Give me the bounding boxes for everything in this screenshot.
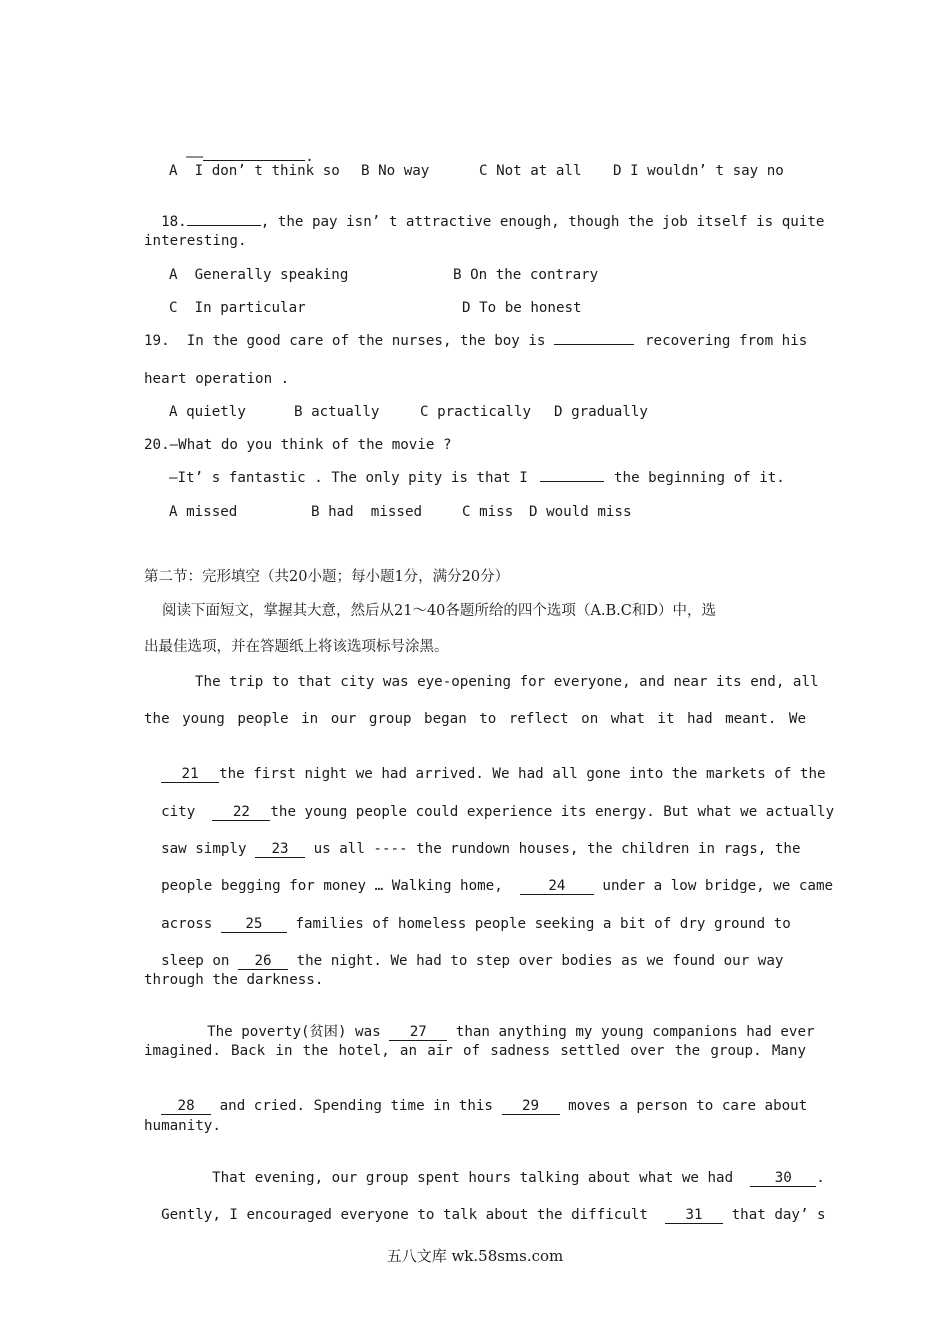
passage-text: under a low bridge, we came [602,878,834,894]
passage-line [144,822,800,858]
blank-21: 21 [161,767,219,783]
passage-line [190,1005,815,1041]
passage-line [144,859,833,895]
q17-option-b: B No way [361,163,430,179]
passage-line: imagined. Back in the hotel, an air of sadness settled over the group. Many [144,1043,806,1059]
q19-option-d: D gradually [554,404,648,420]
q18-stem [144,195,824,231]
blank-29: 29 [502,1099,560,1115]
period: . [305,149,314,165]
passage-line [144,785,834,821]
q18-stem-cont: interesting. [144,233,247,249]
blank-17 [203,160,305,161]
passage-text: saw simply [161,841,247,857]
q18-option-c: C In particular [169,300,306,316]
passage-text: families of homeless people seeking a bit of dry ground to [295,916,791,932]
q18-option-a: A Generally speaking [169,267,349,283]
blank-24: 24 [520,879,594,895]
q18-option-d: D To be honest [462,300,582,316]
q19-option-c: C practically [420,404,532,420]
passage-text: city [161,804,196,820]
q20-response-end: the beginning of it. [614,470,785,486]
passage-text: moves a person to care about [568,1098,808,1114]
q19-stem-end: recovering from his [645,333,808,349]
q20-question: 20.—What do you think of the movie ? [144,437,452,453]
section-instruction-1: 阅读下面短文，掌握其大意，然后从21～40各题所给的四个选项（A.B.C和D）中，选 [162,603,716,619]
blank-26: 26 [238,954,288,970]
q20-option-a: A missed [169,504,238,520]
passage-text: people begging for money … Walking home, [161,878,503,894]
blank-18 [187,225,261,226]
section-instruction-2: 出最佳选项，并在答题纸上将该选项标号涂黑。 [144,639,449,655]
blank-28: 28 [161,1099,211,1115]
blank-19-line [554,344,634,345]
passage-line [144,934,783,970]
blank-20 [540,469,604,487]
stem-text: , the pay isn’ t attractive enough, though the job itself is quite [260,214,825,230]
passage-text: that day’ s [731,1207,826,1223]
blank-23: 23 [255,842,305,858]
passage-line [144,747,826,783]
q20-option-d: D would miss [529,504,632,520]
q20-option-c: C miss [462,504,514,520]
blank-22: 22 [212,805,270,821]
passage-text: the first night we had arrived. We had all gone into the markets of the [219,766,826,782]
question-number: 18. [161,214,187,230]
passage-line [144,897,791,933]
q17-answer-line [169,130,314,166]
passage-text: the young people could experience its energy. But what we actually [270,804,835,820]
passage-line: through the darkness. [144,972,324,988]
blank-30: 30 [750,1171,816,1187]
passage-line [144,1079,807,1115]
q19-option-b: B actually [294,404,380,420]
passage-text: us all ---- the rundown houses, the children in rags, the [313,841,801,857]
blank-25: 25 [221,917,287,933]
passage-line: humanity. [144,1118,221,1134]
passage-text: That evening, our group spent hours talking about what we had [212,1170,734,1186]
blank-31: 31 [665,1208,723,1224]
q17-option-c: C Not at all [479,163,582,179]
passage-text: the night. We had to step over bodies as we found our way [296,953,784,969]
q19-option-a: A quietly [169,404,246,420]
blank-19 [554,332,634,350]
section-title: 第二节：完形填空（共20小题；每小题1分，满分20分） [144,569,510,585]
q19-stem-cont: heart operation . [144,371,290,387]
passage-line [144,1188,826,1224]
passage-text: and cried. Spending time in this [219,1098,493,1114]
blank-20-line [540,481,604,482]
dash: —— [186,149,204,165]
q20-response-start: —It’ s fantastic . The only pity is that I [169,470,528,486]
page-footer: 五八文库 wk.58sms.com [386,1247,564,1265]
passage-line [195,1151,825,1187]
passage-text: across [161,916,213,932]
q18-option-b: B On the contrary [453,267,599,283]
q17-option-d: D I wouldn’ t say no [613,163,784,179]
passage-line: the young people in our group began to reflect on what it had meant. We [144,711,806,727]
blank-27: 27 [389,1025,447,1041]
passage-text: Gently, I encouraged everyone to talk about the difficult [161,1207,648,1223]
passage-text: The poverty(贫困) was [207,1024,381,1040]
passage-line: The trip to that city was eye-opening for everyone, and near its end, all [195,674,819,690]
passage-text: sleep on [161,953,230,969]
q19-stem-start: 19. In the good care of the nurses, the boy is [144,333,546,349]
passage-text: than anything my young companions had ever [455,1024,815,1040]
q17-option-a: A I don’ t think so [169,163,340,179]
q20-option-b: B had missed [311,504,423,520]
passage-text: . [816,1170,825,1186]
